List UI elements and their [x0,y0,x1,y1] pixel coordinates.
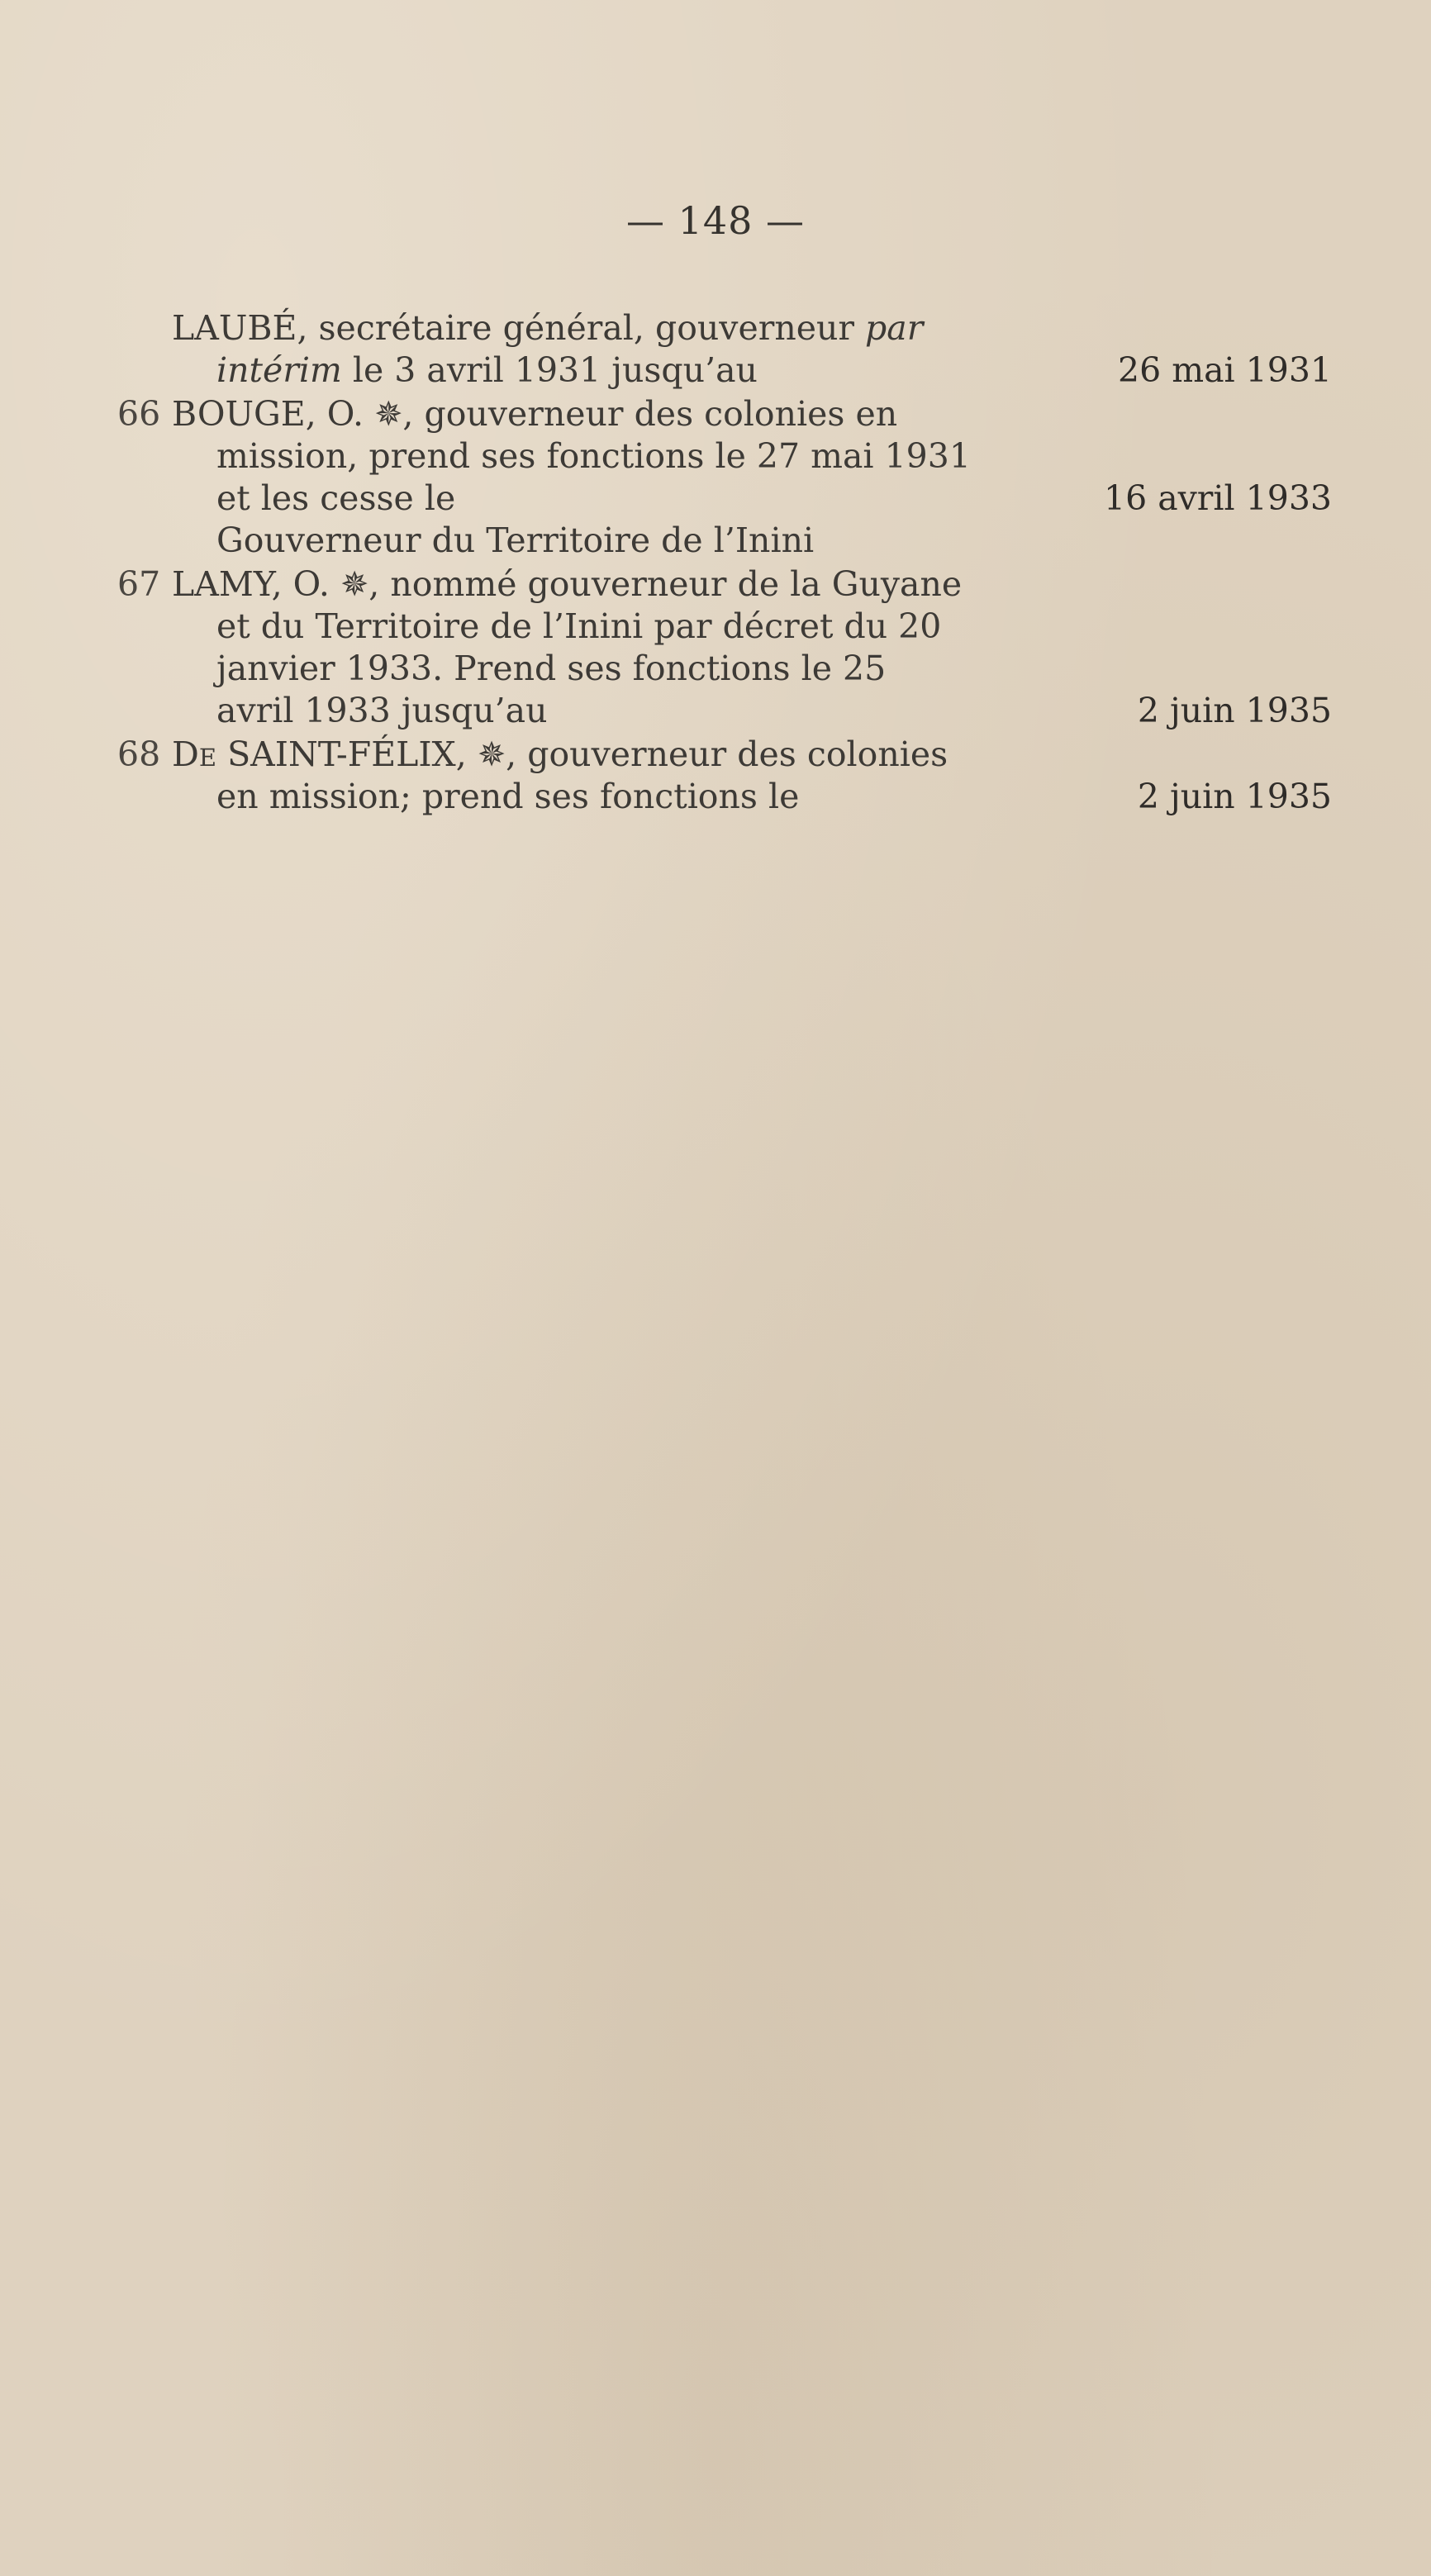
entry-line [117,648,1332,690]
entry-line [117,393,1332,435]
governor-entry [117,307,1332,392]
text-run: SAINT-FÉLIX, ✵, gouverneur des colonies [216,734,948,774]
entry-line [117,563,1332,606]
text-run: Gouverneur du Territoire de l’Inini [216,520,815,560]
entry-text [216,776,799,818]
governor-entry [117,563,1332,732]
entry-number: 67 [117,564,161,604]
entry-line [117,776,1332,818]
entry-text [172,563,962,606]
text-run: par [865,308,924,348]
text-run: et du Territoire de l’Inini par décret du 20 [216,606,942,646]
entry-line [117,349,1332,392]
text-run: intérim [216,350,342,390]
entry-date: 16 avril 1933 [1103,478,1332,518]
entry-line [117,435,1332,478]
entry-date: 26 mai 1931 [1117,350,1332,390]
entry-text [216,520,814,562]
text-run: janvier 1933. Prend ses fonctions le 25 [216,649,887,688]
entry-date: 2 juin 1935 [1137,691,1332,730]
entry-text [216,690,548,732]
entry-line [117,307,1332,349]
entry-line [117,520,1332,562]
entry-text [216,648,886,690]
entry-date: 2 juin 1935 [1137,777,1332,816]
text-run: LAMY, O. ✵, nommé gouverneur de la Guyane [172,564,963,604]
entry-text [172,393,897,435]
entry-text [172,734,948,776]
entry-text [216,435,971,478]
text-run: en mission; prend ses fonctions le [216,777,800,816]
text-run: BOUGE, O. ✵, gouverneur des colonies en [172,394,898,434]
entry-text [216,349,758,392]
text-run: le 3 avril 1931 jusqu’au [341,350,758,390]
text-run: avril 1933 jusqu’au [216,691,548,730]
entry-line [117,734,1332,776]
page-number: — 148 — [625,198,806,243]
entry-number: 66 [117,394,161,434]
text-run: mission, prend ses fonctions le 27 mai 1931 [216,436,971,476]
text-run: De [172,734,217,774]
entry-line [117,690,1332,732]
entry-text [216,606,941,648]
governor-entry [117,734,1332,818]
entry-line [117,606,1332,648]
text-run: et les cesse le [216,478,456,518]
entry-number: 68 [117,734,161,774]
entry-text [216,478,455,520]
text-run: LAUBÉ, secrétaire général, gouverneur [172,308,866,348]
entry-text [172,307,923,349]
entries-list [117,307,1332,820]
governor-entry [117,393,1332,562]
entry-line [117,478,1332,520]
